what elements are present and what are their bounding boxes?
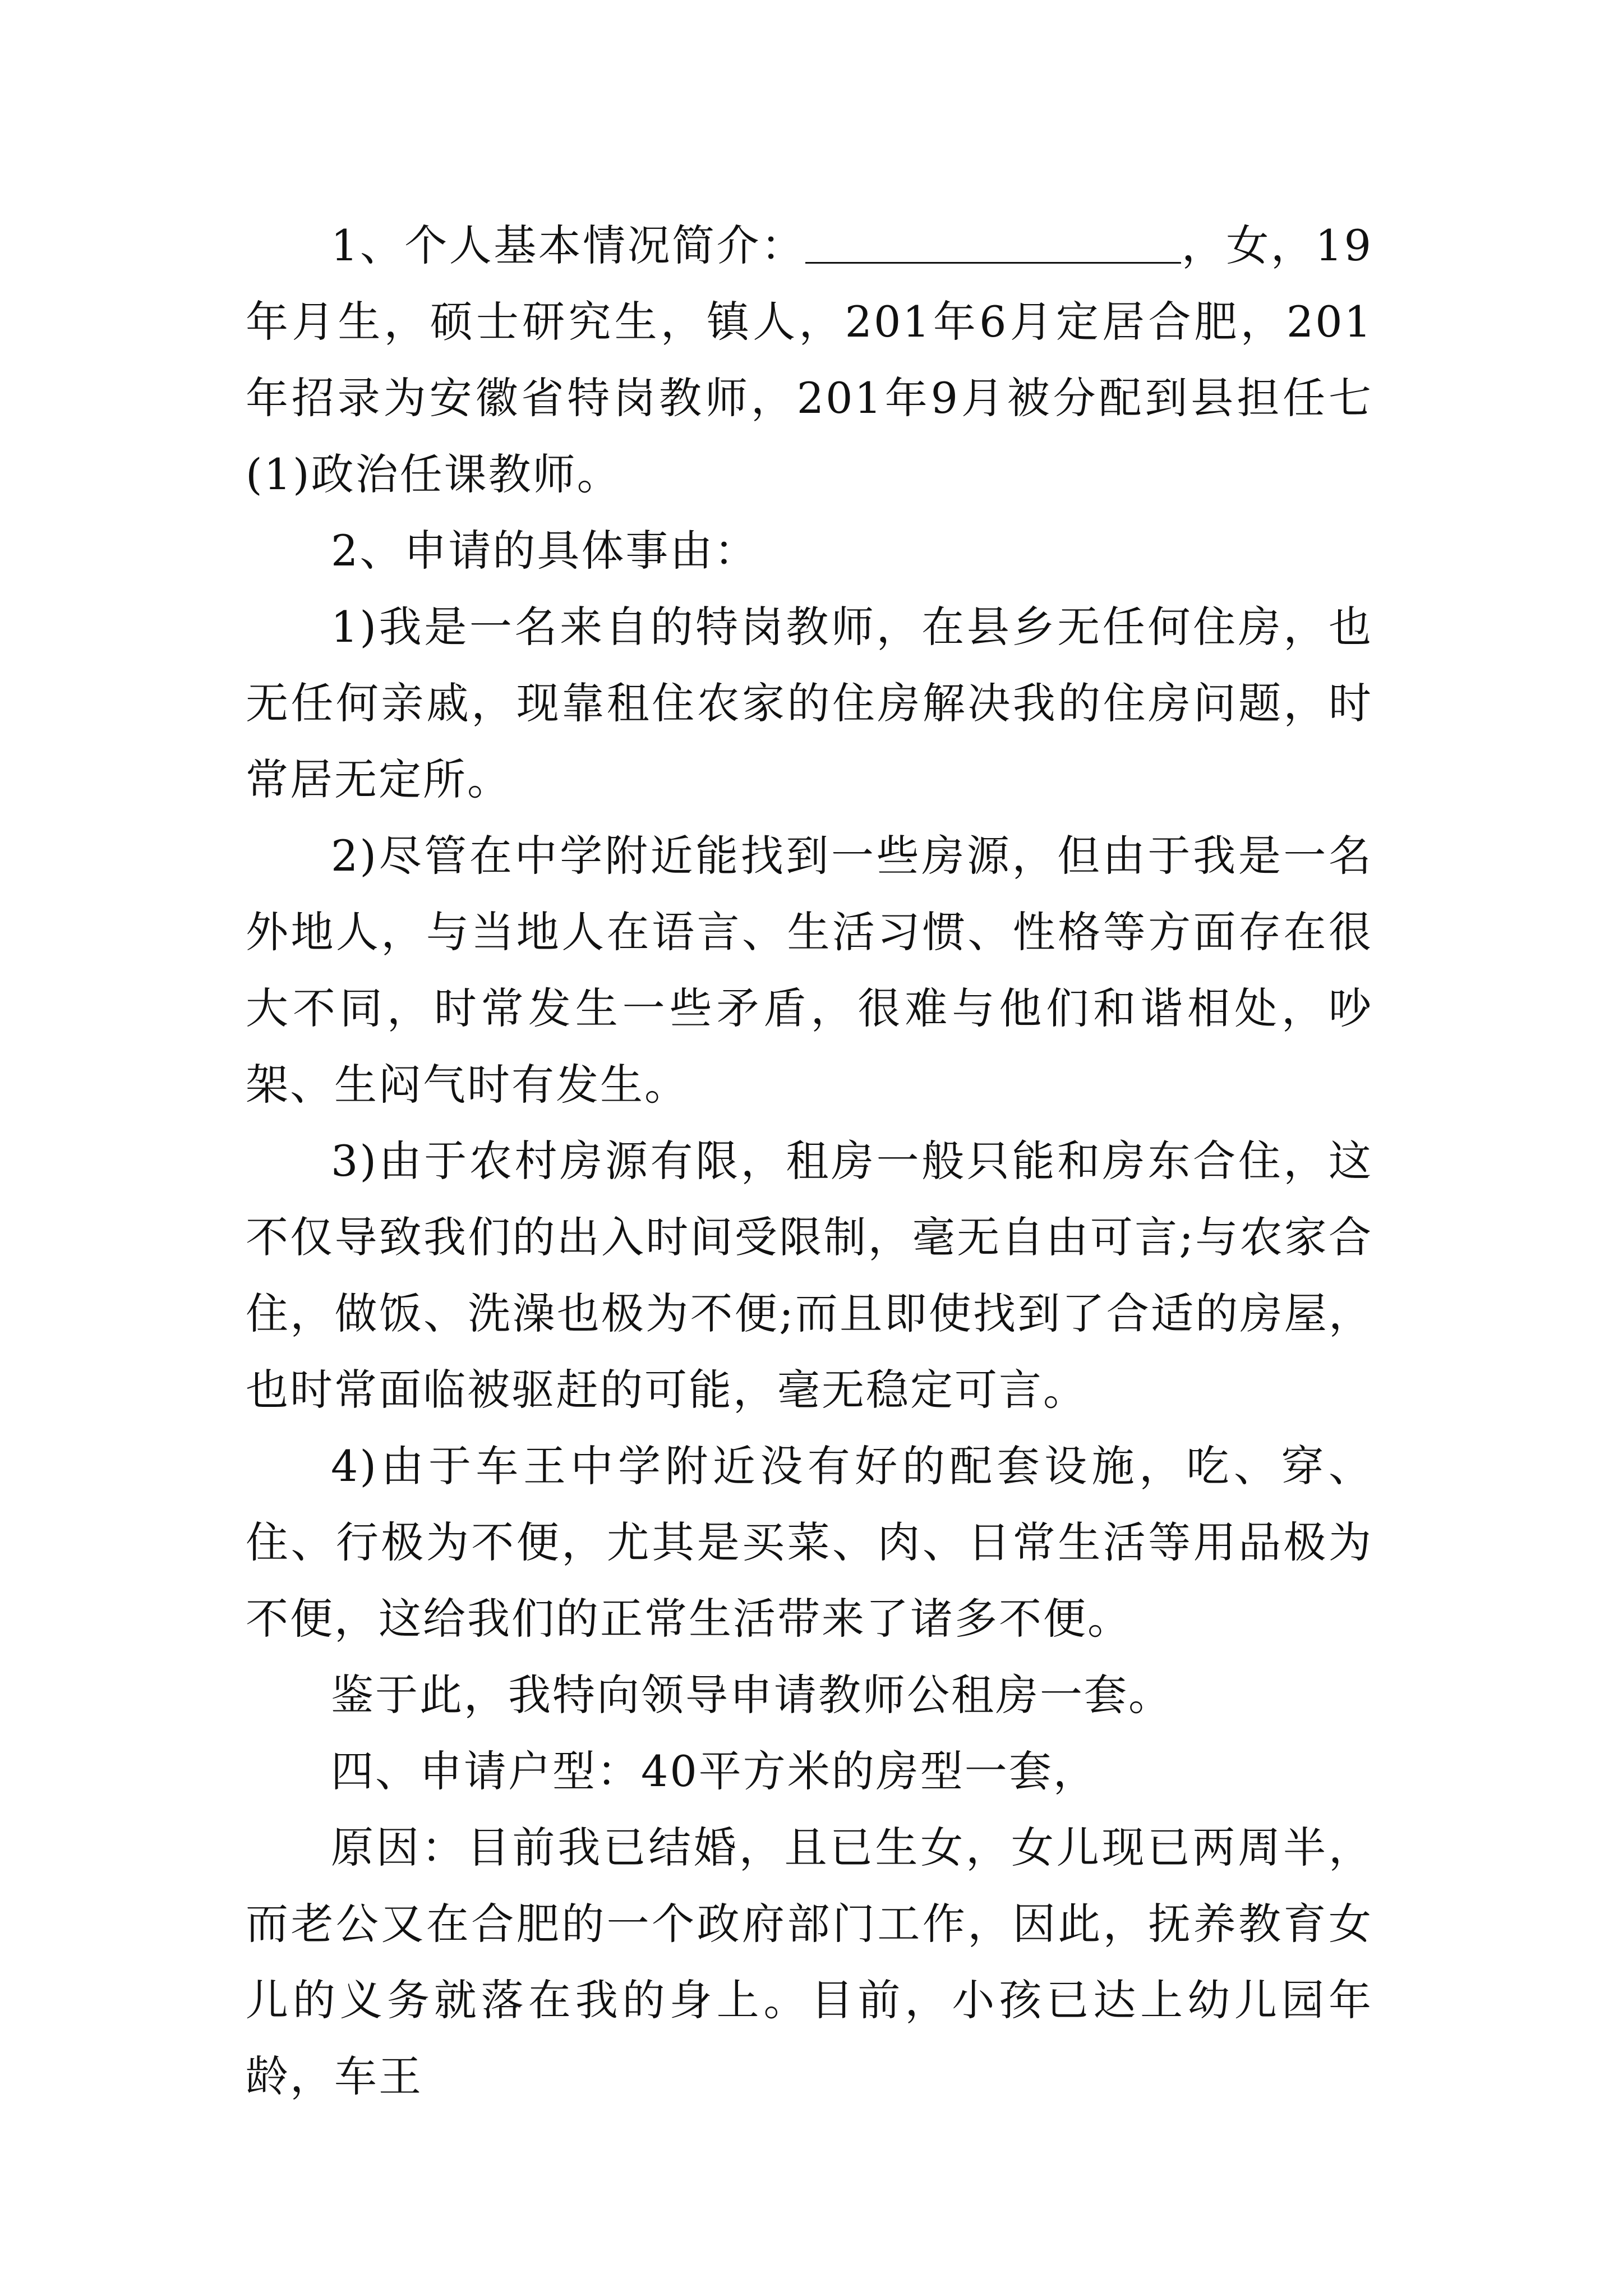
paragraph-reason-4: 4)由于车王中学附近没有好的配套设施，吃、穿、住、行极为不便，尤其是买菜、肉、日常生活等用品极为不便，这给我们的正常生活带来了诸多不便。 xyxy=(246,1441,1373,1644)
paragraph-personal-info xyxy=(246,208,1373,513)
paragraph-cause: 原因：目前我已结婚，且已生女，女儿现已两周半，而老公又在合肥的一个政府部门工作，因此，抚养教育女儿的义务就落在我的身上。目前，小孩已达上幼儿园年龄，车王 xyxy=(246,1823,1373,2101)
document-body xyxy=(246,208,1373,2115)
paragraph-reason-3: 3)由于农村房源有限，租房一般只能和房东合住，这不仅导致我们的出入时间受限制，毫无自由可言;与农家合住，做饭、洗澡也极为不便;而且即使找到了合适的房屋，也时常面临被驱赶的可能，毫无稳定可言。 xyxy=(246,1136,1373,1415)
name-blank-line xyxy=(805,228,1181,264)
paragraph-request: 鉴于此，我特向领导申请教师公租房一套。 xyxy=(331,1670,1173,1720)
personal-info-text: ，女，19年月生，硕士研究生，镇人，201年6月定居合肥，201年招录为安徽省特岗教师，201年9月被分配到县担任七(1)政治任课教师。 xyxy=(246,220,1373,499)
personal-info-lead: 1、个人基本情况简介： xyxy=(331,220,806,270)
paragraph-unit-type: 四、申请户型：40平方米的房型一套， xyxy=(331,1746,1098,1796)
paragraph-reason-1: 1)我是一名来自的特岗教师，在县乡无任何住房，也无任何亲戚，现靠租住农家的住房解决我的住房问题，时常居无定所。 xyxy=(246,602,1373,804)
paragraph-reason-2: 2)尽管在中学附近能找到一些房源，但由于我是一名外地人，与当地人在语言、生活习惯、性格等方面存在很大不同，时常发生一些矛盾，很难与他们和谐相处，吵架、生闷气时有发生。 xyxy=(246,831,1373,1110)
paragraph-reasons-heading: 2、申请的具体事由： xyxy=(331,526,759,576)
